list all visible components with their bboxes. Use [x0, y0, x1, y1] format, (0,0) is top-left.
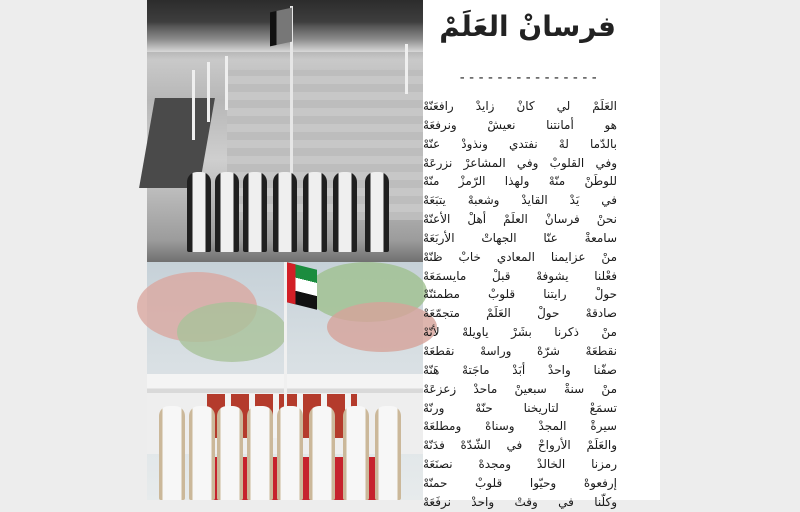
poem-line: حولْ رايتنا قلوبْ مطمئنّهْ: [423, 287, 617, 302]
poem-line: تسمَعْ لتاريخنا حنّهْ ورنّهْ: [423, 400, 617, 415]
photo-person: [159, 406, 185, 500]
poem-line: نحنْ فرسانْ العلَمْ أهلْ الأعنّهْ: [423, 212, 617, 227]
photo-flag: [270, 8, 292, 47]
poem-line: صفّنا واحدْ أبَدْ ماجَتهْ هَنّهْ: [423, 362, 617, 377]
photo-group-of-men: [159, 406, 415, 500]
uae-flag: [287, 262, 317, 309]
poem-line: في يَدْ القايدْ وشعبهْ يتبَعَهْ: [423, 193, 617, 208]
photo-person: [309, 406, 335, 500]
poem-line: منْ ذكرنا بشَرْ ياويلهْ لأنّهْ: [423, 325, 617, 340]
photo-person: [247, 406, 273, 500]
poem-line: سامعةْ عنّا الجهاتْ الأربَعَهْ: [423, 230, 617, 245]
photo-person: [189, 406, 215, 500]
photo-person: [217, 406, 243, 500]
photo-lamp-post: [405, 44, 408, 94]
poem-line: رمزنا الخالدْ ومجدهْ نصنَعَهْ: [423, 457, 617, 472]
poem-line: منْ عزايمنا المعادي خابْ ظنّهْ: [423, 249, 617, 264]
photo-person: [365, 172, 389, 252]
poem-line: نقطعَهْ شرّهْ وراسهْ نقطعَهْ: [423, 343, 617, 358]
poem-line: للوطَنْ منّهْ ولهذا الرّمزْ منّهْ: [423, 174, 617, 189]
poem-line: هو أمانتنا نعيشْ ونرفعَهْ: [423, 117, 617, 132]
modern-flag-raising-photo: [147, 262, 423, 500]
title-separator: ---------------: [458, 70, 600, 86]
poem-line: منْ سنةْ سبعينْ ماحدْ زعزعَهْ: [423, 381, 617, 396]
photo-person: [375, 406, 401, 500]
newspaper-page: [147, 0, 660, 509]
photo-person: [277, 406, 303, 500]
photo-lamp-post: [225, 56, 228, 110]
poem-line: وكلّنا في وقتْ واحدْ نرفَعَهْ: [423, 494, 617, 509]
poem-line: صادقهْ حولْ العَلَمْ متجمّعَهْ: [423, 306, 617, 321]
photo-lamp-post: [207, 62, 210, 122]
poem-line: بالدّما لهْ نفتدي ونذودْ عنّهْ: [423, 136, 617, 151]
historic-flag-raising-photo: [147, 0, 423, 262]
poem-column: [423, 0, 660, 509]
photo-red-smoke: [327, 302, 437, 352]
poem-lines: [423, 97, 617, 512]
photo-person: [187, 172, 211, 252]
article-title: فرسانْ العَلَمْ: [439, 10, 616, 43]
photo-person: [343, 406, 369, 500]
poem-line: سيرةْ المجدْ وسناهْ ومطلعَهْ: [423, 419, 617, 434]
photo-person: [215, 172, 239, 252]
photo-green-smoke: [177, 302, 287, 362]
poem-line: إرفعوهْ وحيّوا قلوبْ حمنّهْ: [423, 475, 617, 490]
photo-lamp-post: [192, 70, 195, 140]
poem-line: والعَلَمْ الأرواحْ في الشّدّهْ فدَنّهْ: [423, 438, 617, 453]
photo-person: [303, 172, 327, 252]
poem-line: وفي القلوبْ وفي المشاعرْ نزرعَهْ: [423, 155, 617, 170]
poem-line: العَلَمْ لي كانْ زايدْ رافعَنّهْ: [423, 99, 617, 113]
photo-group-of-men: [187, 172, 417, 252]
photo-person: [243, 172, 267, 252]
photo-person: [333, 172, 357, 252]
poem-line: فعْلنا يشوفهْ قبلْ مايسمَعَهْ: [423, 268, 617, 283]
photo-person: [273, 172, 297, 252]
